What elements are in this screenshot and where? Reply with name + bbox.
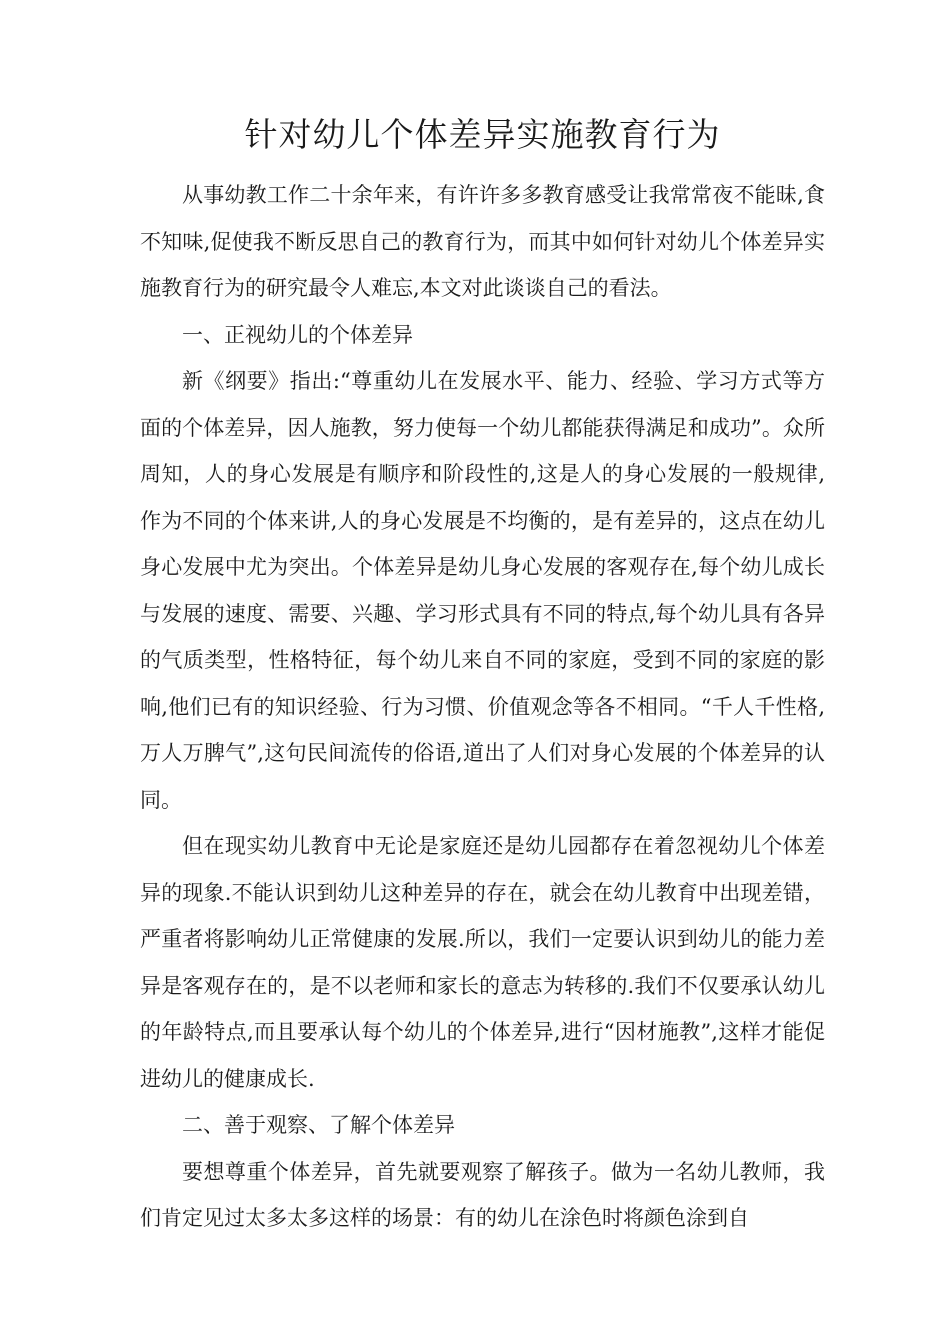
paragraph-section1-a: 新《纲要》指出:“尊重幼儿在发展水平、能力、经验、学习方式等方面的个体差异，因人施教，努力使每一个幼儿都能获得满足和成功”。众所周知，人的身心发展是有顺序和阶段性的,这是人的身心发展的一般规律,作为不同的个体来讲,人的身心发展是不均衡的，是有差异的，这点在幼儿身心发展中尤为突出。个体差异是幼儿身心发展的客观存在,每个幼儿成长与发展的速度、需要、兴趣、学习形式具有不同的特点,每个幼儿具有各异的气质类型，性格特征，每个幼儿来自不同的家庭，受到不同的家庭的影响,他们已有的知识经验、行为习惯、价值观念等各不相同。“千人千性格,万人万脾气”,这句民间流传的俗语,道出了人们对身心发展的个体差异的认同。 [140,369,825,812]
section-heading-2: 二、善于观察、了解个体差异 [182,1113,455,1137]
paragraph-section2-a: 要想尊重个体差异，首先就要观察了解孩子。做为一名幼儿教师，我们肯定见过太多太多这样的场景：有的幼儿在涂色时将颜色涂到自 [140,1159,825,1230]
paragraph-intro: 从事幼教工作二十余年来，有许许多多教育感受让我常常夜不能昧,食不知味,促使我不断反思自己的教育行为，而其中如何针对幼儿个体差异实施教育行为的研究最令人难忘,本文对此谈谈自己的看法。 [140,183,825,300]
paragraph-section1-b: 但在现实幼儿教育中无论是家庭还是幼儿园都存在着忽视幼儿个体差异的现象.不能认识到幼儿这种差异的存在，就会在幼儿教育中出现差错，严重者将影响幼儿正常健康的发展.所以，我们一定要认识到幼儿的能力差异是客观存在的，是不以老师和家长的意志为转移的.我们不仅要承认幼儿的年龄特点,而且要承认每个幼儿的个体差异,进行“因材施教”,这样才能促进幼儿的健康成长. [140,834,825,1091]
section-heading-1: 一、正视幼儿的个体差异 [182,322,413,347]
document-title: 针对幼儿个体差异实施教育行为 [244,115,721,154]
document-body [140,172,825,1242]
